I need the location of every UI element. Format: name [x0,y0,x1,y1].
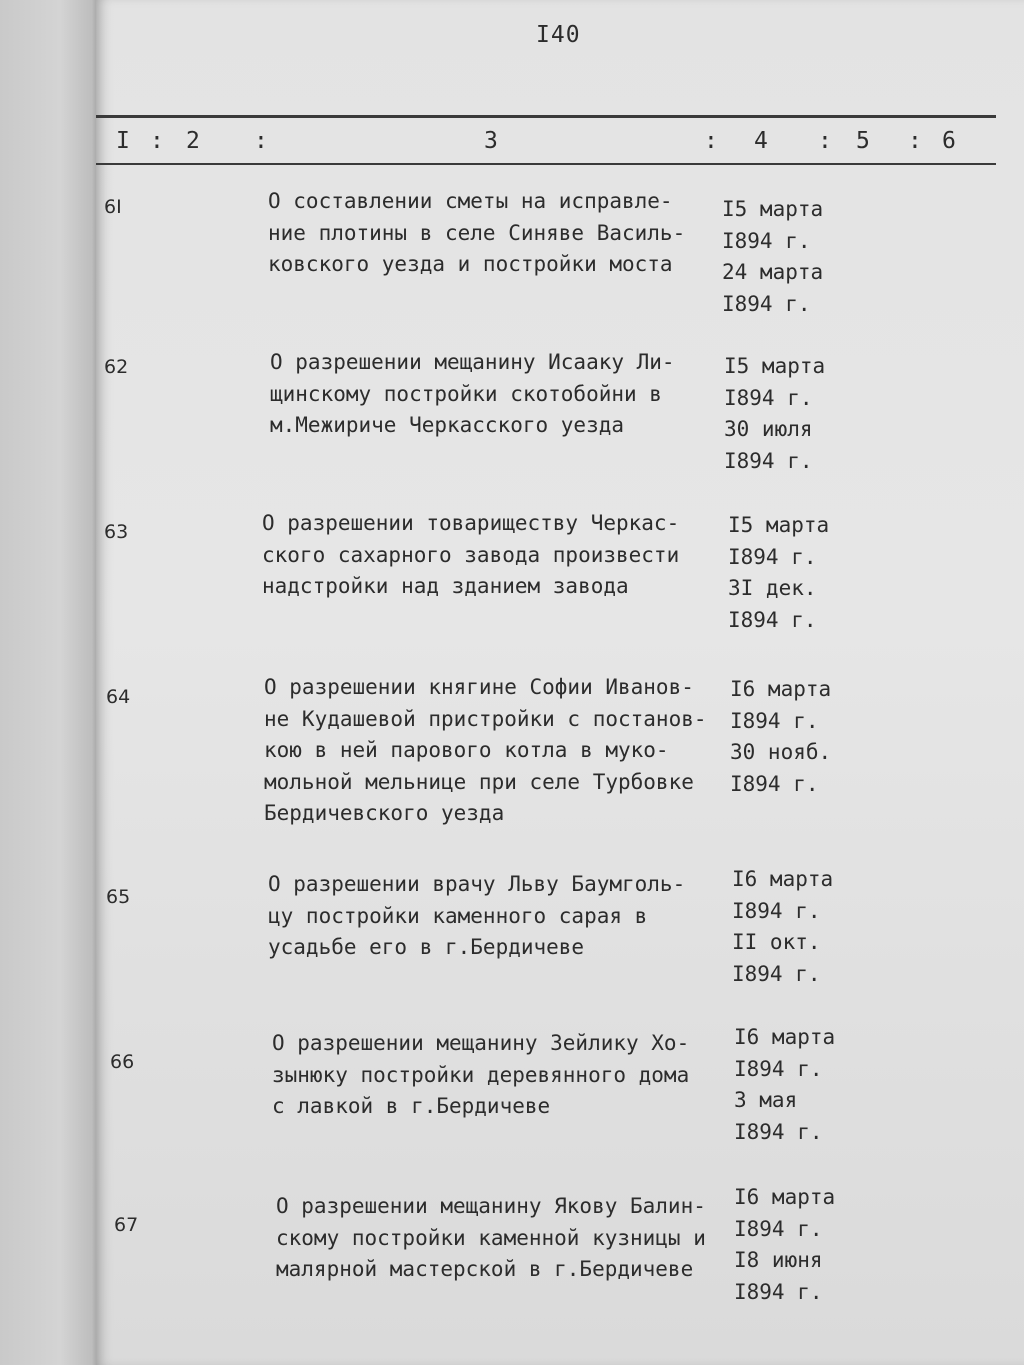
date-end: 24 марта [722,260,824,284]
row-title [264,672,707,830]
title-line: О разрешении товариществу Черкас- [262,511,680,535]
row-title [272,1028,689,1123]
row-dates [728,510,829,636]
year-end: I894 г. [734,1119,823,1144]
column-header-6: 6 [942,128,956,154]
row-dates [722,194,823,320]
row-title [262,508,679,603]
column-header-4: 4 [754,128,768,154]
year-end: I894 г. [728,607,817,632]
title-line: м.Межириче Черкасского уезда [270,413,625,437]
column-header-2: 2 [186,128,200,154]
title-line: малярной мастерской в г.Бердичеве [276,1257,694,1281]
title-line: зынюку постройки деревянного дома [272,1062,690,1087]
year-start: I894 г. [734,1056,823,1081]
date-end: II окт. [732,930,821,954]
title-line: усадьбе его в г.Бердичеве [268,935,585,959]
title-line: цу постройки каменного сарая в [268,903,648,928]
date-start: I5 марта [728,513,830,537]
column-separator: : [150,128,164,154]
date-start: I5 марта [722,197,824,221]
title-line: щинскому постройки скотобойни в [270,381,662,406]
title-line: скому постройки каменной кузницы и [276,1225,706,1250]
row-number: 64 [106,686,131,708]
column-header-3: 3 [484,128,498,154]
title-line: О разрешении княгине Софии Иванов- [264,675,694,699]
date-end: 30 нояб. [730,740,832,764]
year-start: I894 г. [722,228,811,253]
title-line: О разрешении врачу Льву Баумголь- [268,872,686,896]
row-title [270,347,675,442]
row-dates [732,864,833,990]
title-line: кою в ней парового котла в муко- [264,738,669,762]
title-line: с лавкой в г.Бердичеве [272,1094,551,1118]
title-line: ского сахарного завода произвести [262,542,680,567]
row-number: 65 [106,886,131,908]
date-end: I8 июня [734,1248,823,1272]
row-title [276,1191,706,1286]
row-title [268,186,685,281]
title-line: ковского уезда и постройки моста [268,252,673,276]
row-dates [724,351,825,477]
adjacent-page-edge [0,0,100,1365]
year-end: I894 г. [734,1279,823,1304]
year-end: I894 г. [724,448,813,473]
page-number: I40 [536,22,581,48]
row-number: 6I [104,196,122,218]
row-dates [730,674,831,800]
column-separator: : [704,128,718,154]
row-title [268,869,685,964]
date-start: I6 марта [734,1025,836,1049]
column-header-1: I [116,128,130,154]
year-end: I894 г. [732,961,821,986]
row-number: 63 [104,521,129,543]
year-start: I894 г. [728,544,817,569]
column-separator: : [818,128,832,154]
title-line: О разрешении мещанину Якову Балин- [276,1194,706,1218]
date-end: 30 июля [724,417,813,441]
date-start: I6 марта [732,867,834,891]
title-line: Бердичевского уезда [264,801,505,825]
title-line: О разрешении мещанину Зейлику Хо- [272,1031,690,1055]
row-dates [734,1022,835,1148]
title-line: не Кудашевой пристройки с постанов- [264,706,707,731]
date-start: I5 марта [724,354,826,378]
column-separator: : [254,128,268,154]
row-dates [734,1182,835,1308]
year-start: I894 г. [724,385,813,410]
row-number: 62 [104,356,129,378]
title-line: О разрешении мещанину Исааку Ли- [270,350,675,374]
header-rule-top [96,115,996,118]
column-separator: : [908,128,922,154]
date-start: I6 марта [734,1185,836,1209]
title-line: О составлении сметы на исправле- [268,189,673,213]
year-start: I894 г. [730,708,819,733]
row-number: 67 [114,1214,139,1236]
header-rule-bottom [96,163,996,165]
title-line: ние плотины в селе Синяве Василь- [268,220,686,245]
date-end: 3 мая [734,1088,798,1112]
year-start: I894 г. [734,1216,823,1241]
title-line: мольной мельнице при селе Турбовке [264,769,694,794]
title-line: надстройки над зданием завода [262,574,629,598]
date-end: 3I дек. [728,576,817,600]
year-end: I894 г. [722,291,811,316]
year-start: I894 г. [732,898,821,923]
year-end: I894 г. [730,771,819,796]
column-header-5: 5 [856,128,870,154]
date-start: I6 марта [730,677,832,701]
row-number: 66 [110,1051,135,1073]
